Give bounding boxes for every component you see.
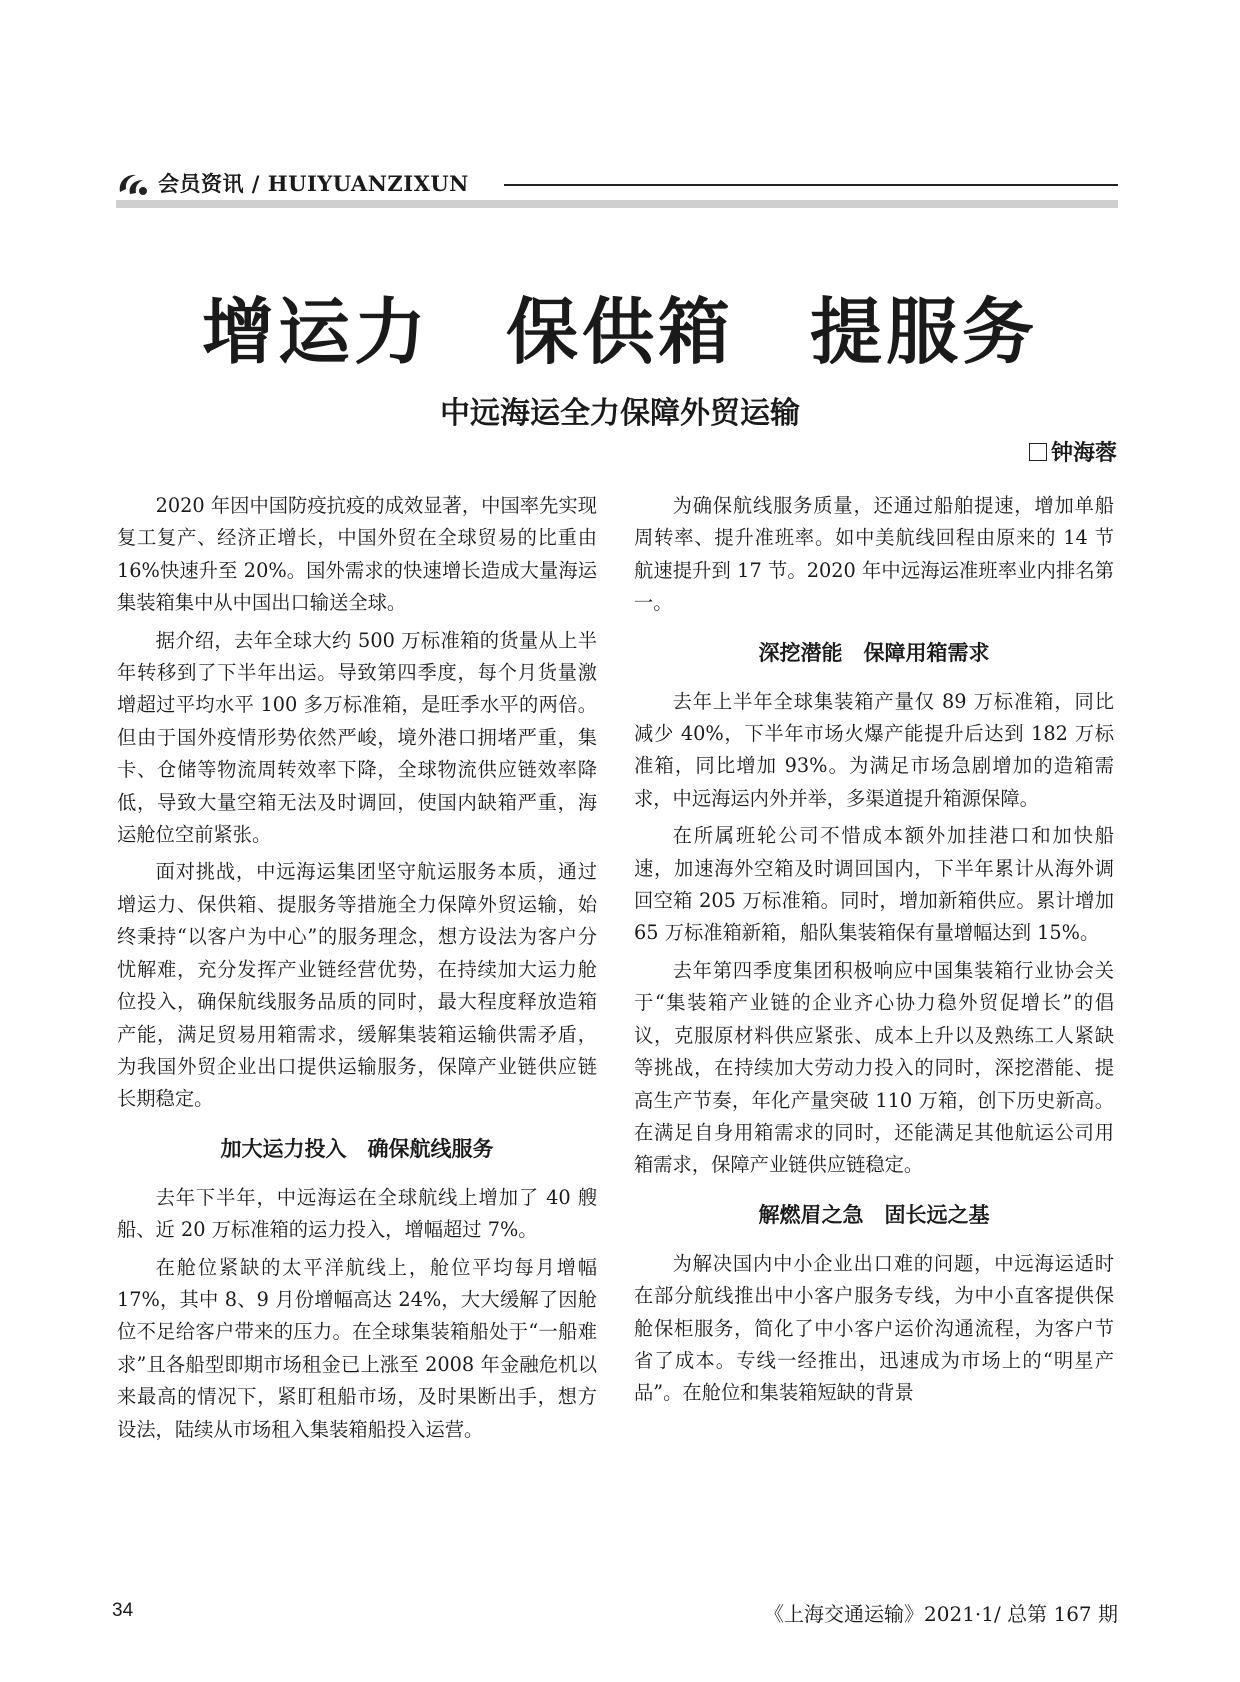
body-paragraph: 去年第四季度集团积极响应中国集装箱行业协会关于“集装箱产业链的企业齐心协力稳外贸促增长”的倡议，克服原材料供应紧张、成本上升以及熟练工人紧缺等挑战，在持续加大劳动力投入的同时，深挖潜能、提高生产节奏，年化产量突破 110 万箱，创下历史新高。在满足自身用箱需求的同时，还能满足其他航运公司用箱需求，保障产业链供应链稳定。	[634, 958, 1114, 1177]
section-label: 会员资讯 / HUIYUANZIXUN	[158, 171, 469, 196]
author-name: 钟海蓉	[1050, 441, 1117, 466]
body-paragraph: 去年上半年全球集装箱产量仅 89 万标准箱，同比减少 40%，下半年市场火爆产能提升后达到 182 万标准箱，同比增加 93%。为满足市场急剧增加的造箱需求，中远海运内外并举，多渠道提升箱源保障。	[634, 689, 1114, 810]
section-heading: 加大运力投入 确保航线服务	[220, 1136, 494, 1161]
body-paragraph: 为确保航线服务质量，还通过船舶提速，增加单船周转率、提升准班率。如中美航线回程由原来的 14 节航速提升到 17 节。2020 年中远海运准班率业内排名第一。	[634, 494, 1114, 615]
journal-citation: 《上海交通运输》2021·1/ 总第 167 期	[764, 1602, 1118, 1626]
header-band	[116, 200, 1118, 208]
section-heading: 深挖潜能 保障用箱需求	[758, 640, 990, 665]
section-header	[116, 166, 1118, 212]
article-title: 增运力 保供箱 提服务	[201, 289, 1038, 374]
body-paragraph: 在舱位紧缺的太平洋航线上，舱位平均每月增幅 17%，其中 8、9 月份增幅高达 24%，大大缓解了因舱位不足给客户带来的压力。在全球集装箱船处于“一船难求”且各船型即期市场租金已上涨至 2008 年金融危机以来最高的情况下，紧盯租船市场，及时果断出手，想方设法，陆续从市场租入集装箱船投入运营。	[117, 1255, 597, 1441]
body-paragraph: 在所属班轮公司不惜成本额外加挂港口和加快船速，加速海外空箱及时调回国内，下半年累计从海外调回空箱 205 万标准箱。同时，增加新箱供应。累计增加 65 万标准箱新箱，船队集装箱保有量增幅达到 15%。	[634, 824, 1114, 945]
body-paragraph: 据介绍，去年全球大约 500 万标准箱的货量从上半年转移到了下半年出运。导致第四季度，每个月货量激增超过平均水平 100 多万标准箱，是旺季水平的两倍。但由于国外疫情形势依然严峻，境外港口拥堵严重，集卡、仓储等物流周转效率下降，全球物流供应链效率降低，导致大量空箱无法及时调回，使国内缺箱严重，海运舱位空前紧张。	[117, 628, 597, 847]
body-paragraph: 面对挑战，中远海运集团坚守航运服务本质，通过增运力、保供箱、提服务等措施全力保障外贸运输，始终秉持“以客户为中心”的服务理念，想方设法为客户分忧解难，充分发挥产业链经营优势，在持续加大运力舱位投入，确保航线服务品质的同时，最大程度释放造箱产能，满足贸易用箱需求，缓解集装箱运输供需矛盾，为我国外贸企业出口提供运输服务，保障产业链供应链长期稳定。	[117, 860, 597, 1111]
page-number: 34	[112, 1600, 134, 1621]
section-heading: 解燃眉之急 固长远之基	[758, 1202, 990, 1227]
byline-box-icon	[1029, 443, 1047, 461]
right-column	[634, 490, 1114, 1415]
magazine-logo-icon	[116, 170, 150, 198]
body-paragraph: 去年下半年，中远海运在全球航线上增加了 40 艘船、近 20 万标准箱的运力投入，增幅超过 7%。	[117, 1185, 597, 1242]
article-subtitle: 中远海运全力保障外贸运输	[440, 396, 800, 431]
header-rule	[504, 184, 1118, 186]
author-byline	[1029, 436, 1117, 467]
body-paragraph: 为解决国内中小企业出口难的问题，中远海运适时在部分航线推出中小客户服务专线，为中小直客提供保舱保柜服务，简化了中小客户运价沟通流程，为客户节省了成本。专线一经推出，迅速成为市场上的“明星产品”。在舱位和集装箱短缺的背景	[634, 1251, 1114, 1405]
left-column	[117, 490, 597, 1451]
body-paragraph: 2020 年因中国防疫抗疫的成效显著，中国率先实现复工复产、经济正增长，中国外贸在全球贸易的比重由 16%快速升至 20%。国外需求的快速增长造成大量海运集装箱集中从中国出口输送全球。	[117, 494, 597, 615]
